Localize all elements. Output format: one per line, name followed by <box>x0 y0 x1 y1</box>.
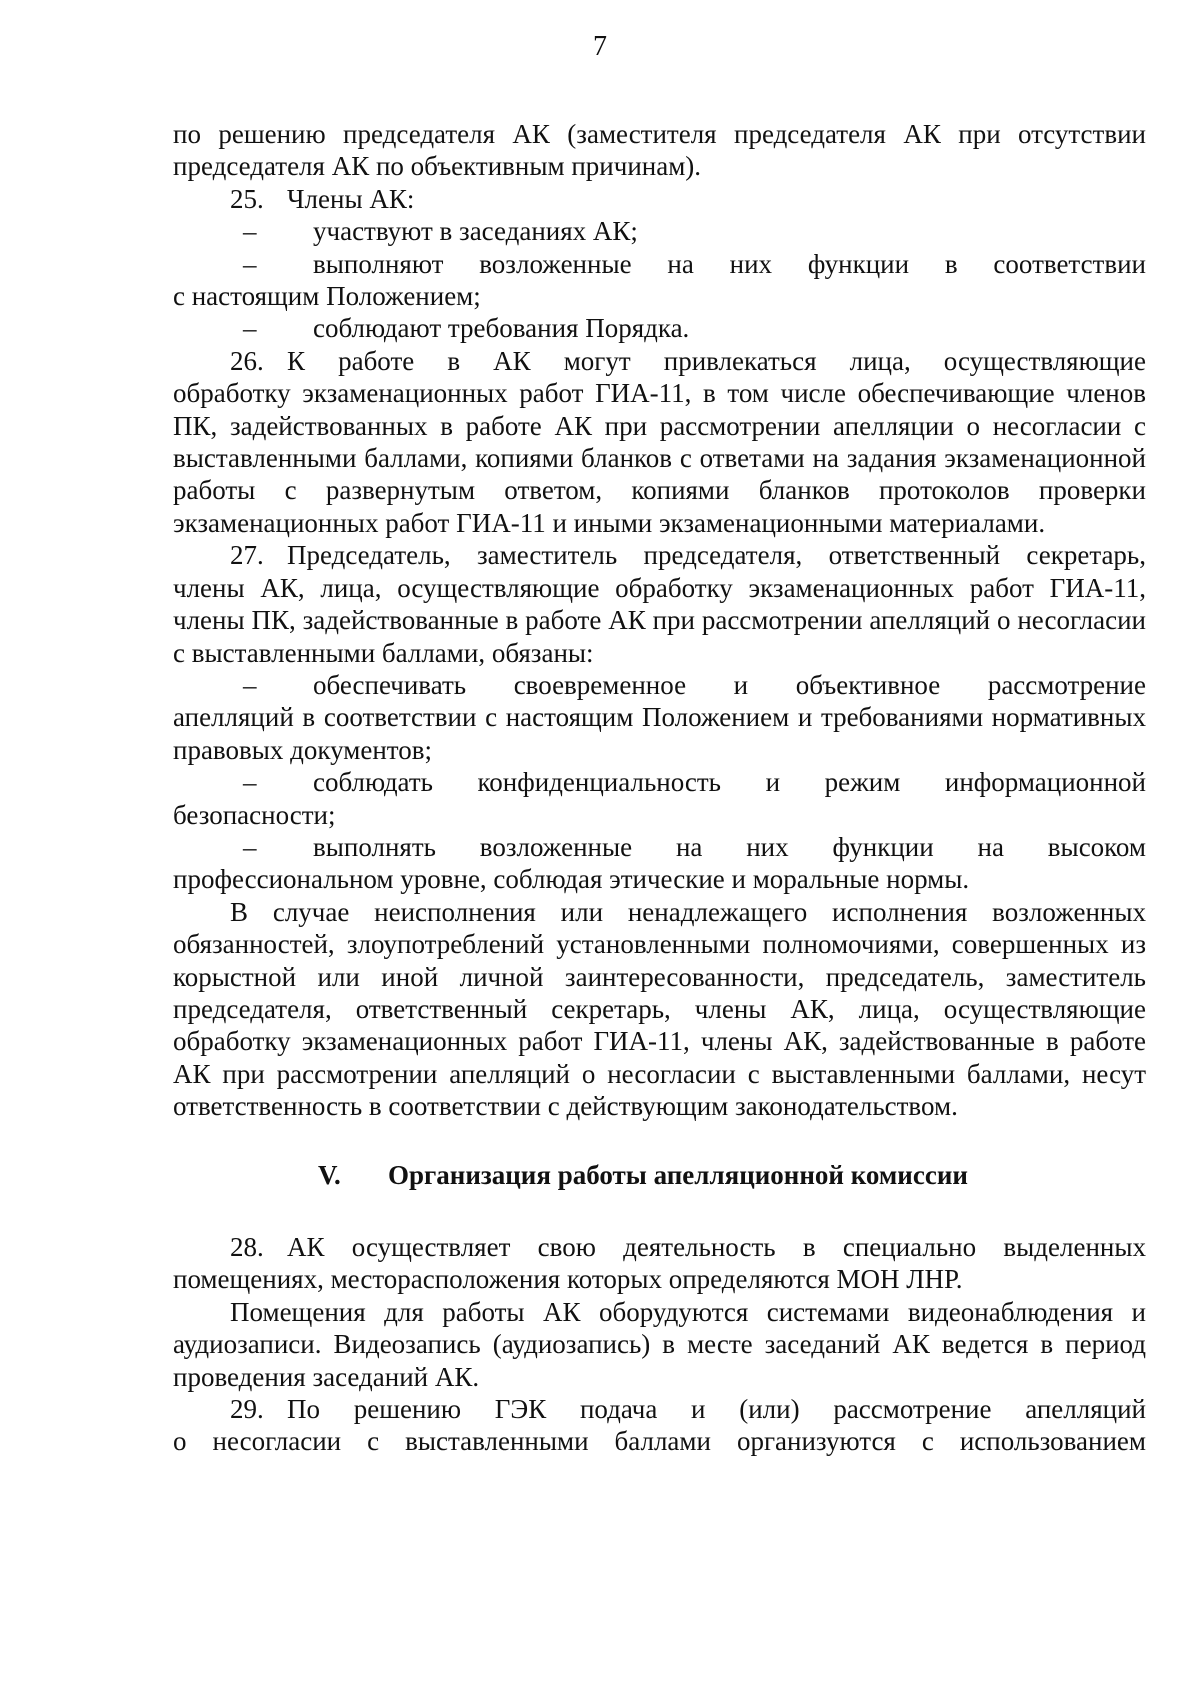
item-text: Члены АК: <box>287 183 415 214</box>
dash-marker: – <box>243 313 257 344</box>
item-number: 25. <box>230 183 264 214</box>
dash-item <box>173 669 1146 701</box>
item-number: 27. <box>230 540 264 571</box>
item-continuation: обработку экзаменационных работ ГИА-11, в том числе обеспечивающие членов ПК, задействованных в работе АК при рассмотрении апелляции о несогласии с выставленными баллами, копиями бланков с ответами на задания экзаменационной работы с развернутым ответом, копиями бланков протоколов проверки экзаменационных работ ГИА-11 и иными экзаменационными материалами. <box>173 378 1146 538</box>
dash-marker: – <box>243 216 257 247</box>
item-28 <box>173 1231 1146 1263</box>
section-number: V. <box>318 1159 341 1190</box>
item-29 <box>173 1393 1146 1425</box>
paragraph-continuation: по решению председателя АК (заместителя председателя АК при отсутствии председателя АК по объективным причинам). <box>173 119 1146 182</box>
item-text: Председатель, заместитель председателя, ответственный секретарь, <box>287 540 1146 571</box>
section-title: Организация работы апелляционной комиссии <box>388 1159 968 1190</box>
responsibility-paragraph: В случае неисполнения или ненадлежащего исполнения возложенных обязанностей, злоупотреблений установленными полномочиями, совершенных из корыстной или иной личной заинтересованности, председатель, заместитель председателя, ответственный секретарь, члены АК, лица, осуществляющие обработку экзаменационных работ ГИА-11, члены АК, задействованные в работе АК при рассмотрении апелляций о несогласии с выставленными баллами, несут ответственность в соответствии с действующим законодательством. <box>173 896 1146 1122</box>
rooms-paragraph: Помещения для работы АК оборудуются системами видеонаблюдения и аудиозаписи. Видеозапись (аудиозапись) в месте заседаний АК ведется в период проведения заседаний АК. <box>173 1296 1146 1392</box>
dash-item-continuation: с настоящим Положением; <box>173 281 481 312</box>
dash-item <box>173 248 1146 280</box>
page-number: 7 <box>593 31 607 62</box>
dash-item-text: участвуют в заседаниях АК; <box>313 216 638 247</box>
item-continuation: помещениях, месторасположения которых определяются МОН ЛНР. <box>173 1264 963 1295</box>
dash-item-text: обеспечивать своевременное и объективное рассмотрение <box>313 669 1146 700</box>
item-number: 28. <box>230 1232 264 1262</box>
document-body <box>173 118 1146 1458</box>
item-26 <box>173 345 1146 377</box>
section-heading <box>173 1159 1146 1191</box>
item-number: 29. <box>230 1394 264 1425</box>
dash-item <box>173 831 1146 863</box>
dash-item-text: выполняют возложенные на них функции в соответствии <box>313 248 1146 279</box>
dash-item <box>173 215 1146 247</box>
dash-item <box>173 766 1146 798</box>
dash-item-continuation: профессиональном уровне, соблюдая этические и моральные нормы. <box>173 864 970 895</box>
item-25 <box>173 183 1146 215</box>
dash-item-text: соблюдать конфиденциальность и режим информационной <box>313 767 1146 798</box>
dash-marker: – <box>243 248 257 279</box>
dash-marker: – <box>243 669 257 700</box>
item-continuation: о несогласии с выставленными баллами организуются с использованием <box>173 1426 1146 1457</box>
dash-marker: – <box>243 831 257 862</box>
item-number: 26. <box>230 345 264 376</box>
item-continuation: члены АК, лица, осуществляющие обработку экзаменационных работ ГИА-11, члены ПК, задействованные в работе АК при рассмотрении апелляций о несогласии с выставленными баллами, обязаны: <box>173 572 1146 668</box>
item-text: АК осуществляет свою деятельность в специально выделенных <box>287 1232 1146 1262</box>
item-text: К работе в АК могут привлекаться лица, осуществляющие <box>287 345 1146 376</box>
dash-item-text: выполнять возложенные на них функции на высоком <box>313 831 1146 862</box>
item-27 <box>173 539 1146 571</box>
dash-item-continuation: апелляций в соответствии с настоящим Положением и требованиями нормативных правовых документов; <box>173 702 1146 765</box>
dash-item <box>173 312 1146 344</box>
item-text: По решению ГЭК подача и (или) рассмотрение апелляций <box>287 1394 1146 1425</box>
dash-item-continuation: безопасности; <box>173 799 336 830</box>
dash-item-text: соблюдают требования Порядка. <box>313 313 690 344</box>
dash-marker: – <box>243 767 257 798</box>
